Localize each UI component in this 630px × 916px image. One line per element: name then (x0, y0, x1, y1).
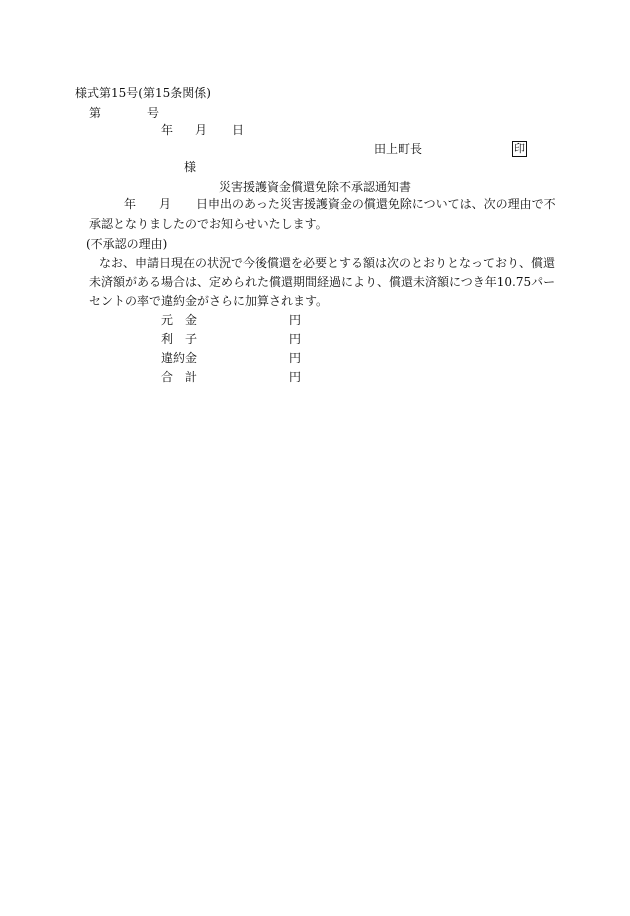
amount-label-interest: 利 子 (161, 332, 198, 346)
amount-unit-interest: 円 (289, 332, 302, 346)
seal-mark (512, 141, 527, 157)
issuer-title: 田上町長 (374, 142, 423, 156)
amount-label-penalty: 違約金 (161, 351, 198, 365)
date-month: 月 (195, 123, 208, 137)
amount-unit-penalty: 円 (289, 351, 302, 365)
addressee-honorific: 様 (184, 160, 197, 174)
date-day: 日 (232, 123, 245, 137)
doc-number-prefix: 第 (89, 106, 102, 120)
intro-line-2: 承認となりましたのでお知らせいたします。 (89, 217, 328, 231)
document-title: 災害援護資金償還免除不承認通知書 (219, 180, 412, 194)
amount-unit-principal: 円 (289, 313, 302, 327)
intro-line-1: 日申出のあった災害援護資金の償還免除については、次の理由で不 (196, 197, 556, 211)
notice-line-1: なお、申請日現在の状況で今後償還を必要とする額は次のとおりとなっており、償還 (99, 256, 556, 270)
date-year: 年 (161, 123, 174, 137)
reason-heading: (不承認の理由) (86, 237, 168, 251)
amount-label-total: 合 計 (161, 370, 198, 384)
notice-line-2: 未済額がある場合は、定められた償還期間経過により、償還未済額につき年10.75パー (89, 275, 556, 289)
doc-number-suffix: 号 (147, 106, 160, 120)
intro-year: 年 (124, 197, 137, 211)
amount-label-principal: 元 金 (161, 313, 198, 327)
notice-line-3: セントの率で違約金がさらに加算されます。 (89, 294, 329, 308)
form-number: 様式第15号(第15条関係) (75, 86, 211, 100)
seal-label: 印 (514, 142, 525, 155)
amount-unit-total: 円 (289, 370, 302, 384)
intro-month: 月 (159, 197, 172, 211)
